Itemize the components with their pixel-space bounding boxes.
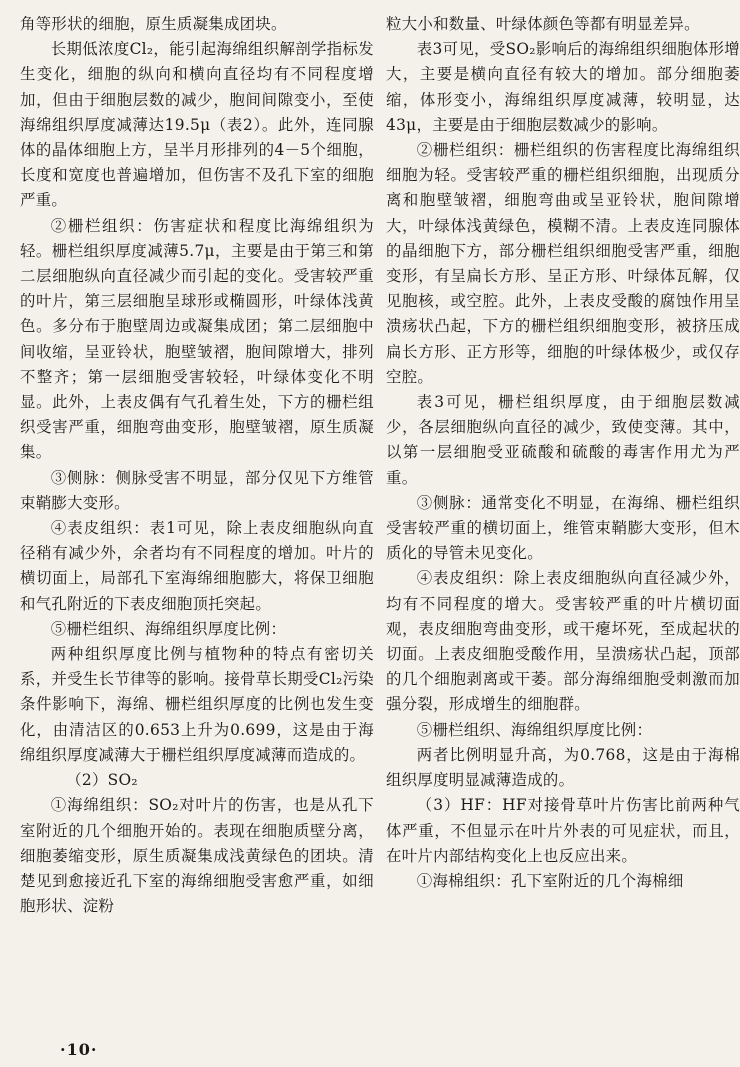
paragraph: ①海绵组织：SO₂对叶片的伤害，也是从孔下室附近的几个细胞开始的。表现在细胞质壁分离，细胞萎缩变形，原生质凝集成浅黄绿色的团块。清楚见到愈接近孔下室的海绵细胞受害愈严重，如细胞形状、淀粉 [20, 796, 374, 916]
section-heading: （2）SO₂ [66, 771, 138, 790]
paragraph: （3）HF：HF对接骨草叶片伤害比前两种气体严重，不但显示在叶片外表的可见症状，而且，在叶片内部结构变化上也反应出来。 [386, 796, 740, 865]
right-column [386, 12, 740, 894]
paragraph: ①海棉组织：孔下室附近的几个海棉细 [416, 871, 684, 890]
paragraph: ③侧脉：通常变化不明显，在海绵、栅栏组织受害较严重的横切面上，维管束鞘膨大变形，但木质化的导管未见变化。 [386, 493, 740, 563]
paragraph: ②栅栏组织：伤害症状和程度比海绵组织为轻。栅栏组织厚度减薄5.7μ，主要是由于第三和第二层细胞纵向直径减少而引起的变化。受害较严重的叶片，第三层细胞呈球形或椭圆形，叶绿体浅黄色。多分布于胞壁周边或凝集成团；第二层细胞中间收缩，呈亚铃状，胞壁皱褶，胞间隙增大，排列不整齐；第一层细胞受害较轻，叶绿体变化不明显。此外，上表皮偶有气孔着生处，下方的栅栏组织受害严重，细胞弯曲变形，胞壁皱褶，原生质凝集。 [20, 216, 374, 462]
paragraph: 粒大小和数量、叶绿体颜色等都有明显差异。 [386, 15, 700, 33]
paragraph: 长期低浓度Cl₂，能引起海绵组织解剖学指标发生变化，细胞的纵向和横向直径均有不同程度增加，但由于细胞层数的减少，胞间间隙变小，至使海绵组织厚度减薄达19.5μ（表2）。此外，连同腺体的晶体细胞上方，呈半月形排列的4－5个细胞，长度和宽度也普遍增加，但伤害不及孔下室的细胞严重。 [20, 40, 374, 210]
paragraph: 角等形状的细胞，原生质凝集成团块。 [20, 15, 287, 33]
paragraph: ③侧脉：侧脉受害不明显，部分仅见下方维管束鞘膨大变形。 [20, 468, 374, 512]
paragraph: ④表皮组织：表1可见，除上表皮细胞纵向直径稍有减少外，余者均有不同程度的增加。叶片的横切面上，局部孔下室海绵细胞膨大，将保卫细胞和气孔附近的下表皮细胞顶托突起。 [20, 519, 374, 613]
paragraph: 表3可见，栅栏组织厚度，由于细胞层数减少，各层细胞纵向直径的减少，致使变薄。其中，以第一层细胞受亚硫酸和硫酸的毒害作用尤为严重。 [386, 393, 740, 487]
paragraph: 两者比例明显升高，为0.768，这是由于海棉组织厚度明显减薄造成的。 [386, 745, 740, 790]
paragraph: 两种组织厚度比例与植物种的特点有密切关系，并受生长节律等的影响。接骨草长期受Cl₂污染条件影响下，海绵、栅栏组织厚度的比例也发生变化，由清洁区的0.653上升为0.699，这是由于海绵组织厚度减薄大于栅栏组织厚度减薄而造成的。 [20, 645, 374, 764]
paragraph: ④表皮组织：除上表皮细胞纵向直径减少外，均有不同程度的增大。受害较严重的叶片横切面观，表皮细胞弯曲变形，或干瘪坏死，至成起状的切面。上表皮细胞受酸作用，呈溃疡状凸起，顶部的几个细胞剥离或干萎。部分海绵细胞受刺激而加强分裂，形成增生的细胞群。 [386, 569, 740, 714]
subheading: ⑤栅栏组织、海绵组织厚度比例： [416, 720, 653, 739]
page-number: ·10· [60, 1040, 98, 1059]
left-column [20, 12, 374, 919]
paragraph: 表3可见，受SO₂影响后的海绵组织细胞体形增大，主要是横向直径有较大的增加。部分细胞萎缩，体形变小，海绵组织厚度减薄，较明显，达43μ，主要是由于细胞层数减少的影响。 [386, 40, 740, 134]
paragraph: ②栅栏组织：栅栏组织的伤害程度比海绵组织细胞为轻。受害较严重的栅栏组织细胞，出现质分离和胞壁皱褶，细胞弯曲或呈亚铃状，胞间隙增大，叶绿体浅黄绿色，模糊不清。上表皮连同腺体的晶细胞下方，部分栅栏组织细胞受害严重，细胞变形，有呈扁长方形、呈正方形、叶绿体瓦解，仅见胞核，或空腔。此外，上表皮受酸的腐蚀作用呈溃疡状凸起，下方的栅栏组织细胞变形，被挤压成扁长方形、正方形等，细胞的叶绿体极少，或仅存空腔。 [386, 141, 740, 386]
subheading: ⑤栅栏组织、海绵组织厚度比例： [50, 619, 287, 638]
